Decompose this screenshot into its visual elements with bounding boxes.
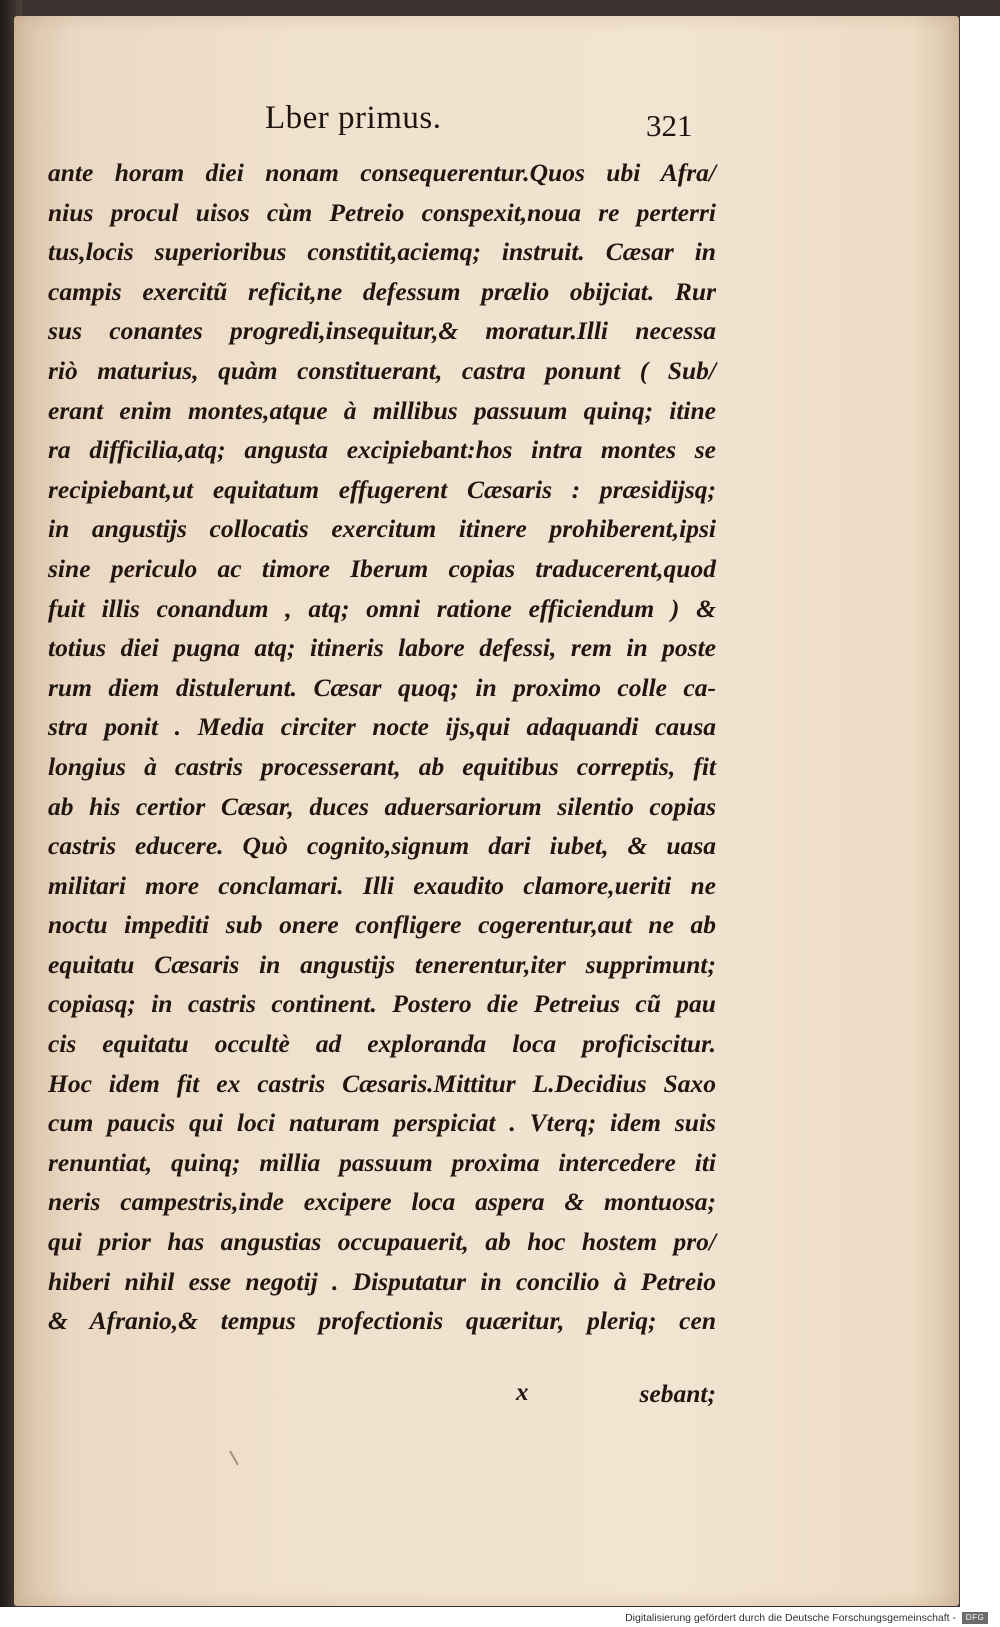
dfg-logo: DFG [962,1612,988,1624]
text-line: tus,locis superioribus constitit,aciemq; instruit. Cæsar in [48,237,716,267]
text-line: stra ponit . Media circiter nocte ijs,qui adaquandi causa [48,712,716,742]
text-line: renuntiat, quinq; millia passuum proxima intercedere iti [48,1147,716,1177]
text-line: sine periculo ac timore Iberum copias traducerent,quod [48,553,716,583]
text-line: in angustijs collocatis exercitum itinere prohiberent,ipsi [48,514,716,544]
scan-margin-right [960,16,1000,1616]
text-line: cum paucis qui loci naturam perspiciat . Vterq; idem suis [48,1108,716,1138]
text-line: ab his certior Cæsar, duces aduersariorum silentio copias [48,791,716,821]
text-line: noctu impediti sub onere confligere cogerentur,aut ne ab [48,910,716,940]
text-line: recipiebant,ut equitatum effugerent Cæsaris : præsidijsq; [48,474,716,504]
signature-mark: x [516,1379,529,1406]
catchword: sebant; [639,1379,716,1408]
text-line: erant enim montes,atque à millibus passuum quinq; itine [48,395,716,425]
text-line: qui prior has angustias occupauerit, ab hoc hostem pro/ [48,1227,716,1257]
text-line: equitatu Cæsaris in angustijs tenerentur,iter supprimunt; [48,949,716,979]
page-number: 321 [646,108,693,143]
footer-line [48,1379,716,1419]
text-line: castris educere. Quò cognito,signum dari iubet, & uasa [48,831,716,861]
text-line: sus conantes progredi,insequitur,& moratur.Illi necessa [48,316,716,346]
text-line: fuit illis conandum , atq; omni ratione efficiendum ) & [48,593,716,623]
running-title: Lber primus. [265,100,442,136]
text-line: ante horam diei nonam consequerentur.Quos ubi Afra/ [48,158,716,187]
text-line: cis equitatu occultè ad exploranda loca proficiscitur. [48,1029,716,1059]
text-line: copiasq; in castris continent. Postero die Petreius cũ pau [48,989,716,1019]
text-line: riò maturius, quàm constituerant, castra ponunt ( Sub/ [48,355,716,385]
text-line: neris campestris,inde excipere loca aspera & montuosa; [48,1187,716,1217]
text-line: totius diei pugna atq; itineris labore defessi, rem in poste [48,633,716,663]
body-text [48,153,716,1341]
digitization-notice: Digitalisierung gefördert durch die Deutsche Forschungsgemeinschaft - [625,1612,956,1624]
footer-bar [0,1607,1000,1627]
text-line: ra difficilia,atq; angusta excipiebant:hos intra montes se [48,435,716,465]
text-line: campis exercitũ reficit,ne defessum prælio obijciat. Rur [48,276,716,306]
text-line: longius à castris processerant, ab equitibus correptis, fit [48,751,716,781]
text-line: hiberi nihil esse negotij . Disputatur in concilio à Petreio [48,1266,716,1296]
text-line: Hoc idem fit ex castris Cæsaris.Mittitur L.Decidius Saxo [48,1068,716,1098]
text-line: militari more conclamari. Illi exaudito clamore,ueriti ne [48,870,716,900]
text-line: nius procul uisos cùm Petreio conspexit,noua re perterri [48,197,716,227]
text-line: & Afranio,& tempus profectionis quæritur, pleriq; cen [48,1306,716,1336]
text-line: rum diem distulerunt. Cæsar quoq; in proximo colle ca- [48,672,716,702]
